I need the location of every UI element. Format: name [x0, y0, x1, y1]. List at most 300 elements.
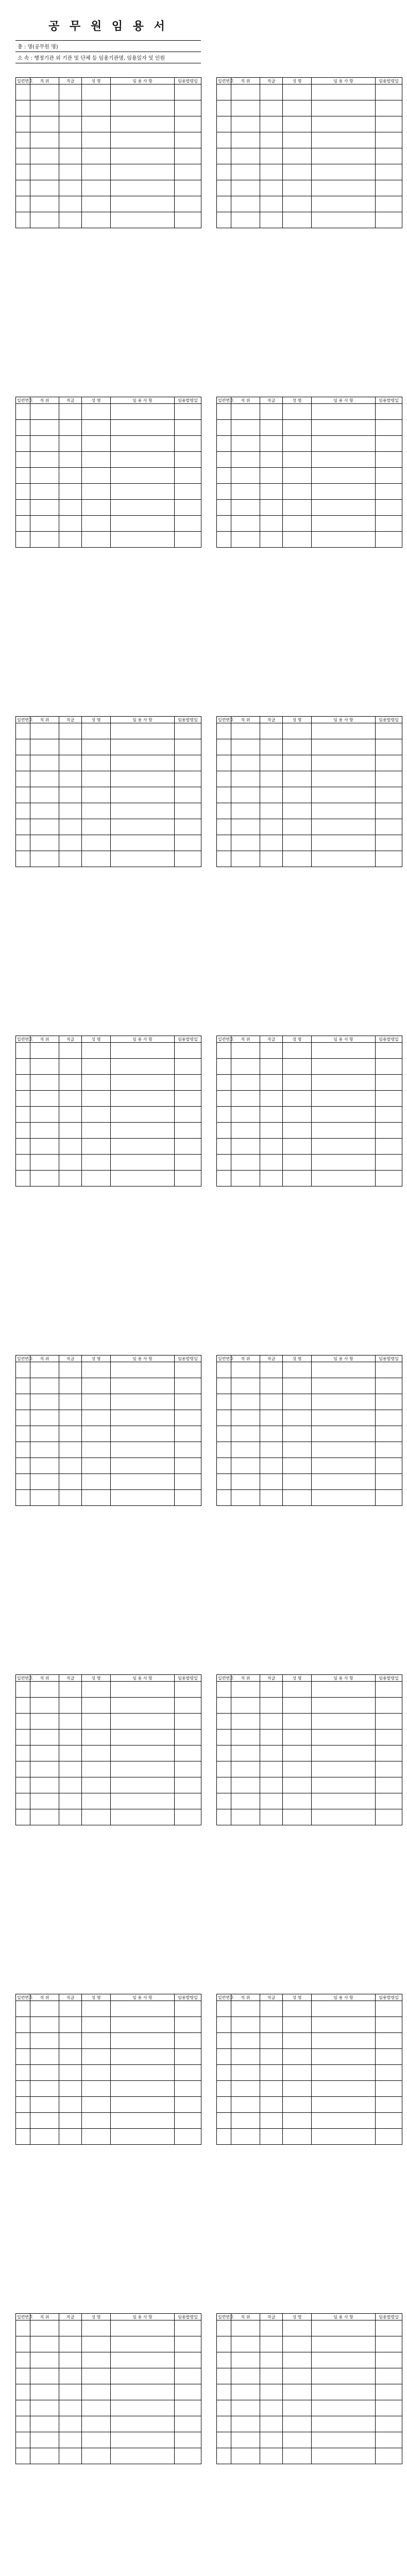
cell-grade — [59, 2017, 82, 2033]
cell-no — [217, 2017, 231, 2033]
cell-position — [30, 1682, 59, 1698]
table-row — [217, 1155, 402, 1171]
cell-detail — [312, 404, 376, 420]
cell-name — [82, 1458, 111, 1474]
table-row — [16, 2368, 201, 2384]
table-block — [15, 716, 201, 867]
cell-date — [175, 436, 201, 452]
cell-name — [283, 2017, 312, 2033]
header-name: 성 명 — [283, 2314, 312, 2320]
cell-name — [82, 404, 111, 420]
cell-date — [376, 2081, 402, 2097]
cell-position — [231, 2081, 260, 2097]
cell-date — [175, 468, 201, 484]
table-row — [16, 2320, 201, 2336]
cell-date — [175, 2129, 201, 2145]
cell-detail — [111, 1426, 175, 1442]
cell-name — [283, 755, 312, 771]
cell-date — [175, 1474, 201, 1490]
cell-detail — [312, 1059, 376, 1075]
cell-detail — [312, 516, 376, 532]
cell-no — [217, 2400, 231, 2416]
cell-no — [16, 420, 30, 436]
cell-name — [283, 2097, 312, 2113]
header-grade: 직급 — [59, 1036, 82, 1043]
cell-no — [217, 1075, 231, 1091]
header-grade: 직급 — [260, 78, 283, 84]
cell-date — [376, 500, 402, 516]
cell-date — [175, 2416, 201, 2432]
cell-date — [175, 1458, 201, 1474]
table-block — [15, 2313, 201, 2464]
cell-position — [30, 452, 59, 468]
cell-date — [175, 1793, 201, 1809]
cell-position — [30, 116, 59, 132]
cell-position — [231, 404, 260, 420]
table-row — [217, 2416, 402, 2432]
header-date: 임용발령일 — [175, 1675, 201, 1682]
header-no: 일련번호 — [217, 1036, 231, 1043]
table-row — [16, 2384, 201, 2400]
cell-grade — [59, 787, 82, 803]
cell-detail — [312, 1394, 376, 1410]
cell-name — [82, 1777, 111, 1793]
cell-date — [175, 851, 201, 867]
cell-detail — [312, 1682, 376, 1698]
header-detail: 임 용 사 항 — [312, 1994, 376, 2001]
table-row — [16, 2001, 201, 2017]
cell-name — [283, 100, 312, 116]
cell-detail — [312, 84, 376, 100]
cell-detail — [111, 1698, 175, 1714]
cell-no — [16, 484, 30, 500]
cell-grade — [59, 1059, 82, 1075]
cell-position — [30, 1809, 59, 1825]
header-name: 성 명 — [283, 78, 312, 84]
table-row — [16, 2400, 201, 2416]
cell-date — [175, 180, 201, 196]
cell-grade — [260, 1458, 283, 1474]
cell-no — [217, 1730, 231, 1745]
cell-name — [283, 420, 312, 436]
cell-date — [376, 436, 402, 452]
cell-detail — [312, 436, 376, 452]
table-row — [217, 1682, 402, 1698]
header-date: 임용발령일 — [175, 2314, 201, 2320]
header-detail: 임 용 사 항 — [111, 1675, 175, 1682]
table-row — [16, 500, 201, 516]
header-date: 임용발령일 — [376, 1675, 402, 1682]
header-position: 직 위 — [231, 1036, 260, 1043]
cell-grade — [59, 1107, 82, 1123]
cell-no — [217, 1043, 231, 1059]
cell-name — [283, 1362, 312, 1378]
cell-grade — [260, 84, 283, 100]
cell-position — [231, 516, 260, 532]
cell-no — [217, 1426, 231, 1442]
cell-date — [376, 1107, 402, 1123]
table-row — [16, 2336, 201, 2352]
cell-detail — [111, 2400, 175, 2416]
cell-name — [82, 819, 111, 835]
table-row — [217, 819, 402, 835]
cell-position — [231, 180, 260, 196]
cell-date — [376, 1793, 402, 1809]
cell-detail — [312, 2001, 376, 2017]
cell-no — [16, 1394, 30, 1410]
appointment-table — [216, 2313, 402, 2464]
cell-no — [217, 2129, 231, 2145]
cell-grade — [59, 2113, 82, 2129]
table-row — [16, 1682, 201, 1698]
cell-grade — [260, 420, 283, 436]
cell-position — [30, 148, 59, 164]
cell-name — [283, 1059, 312, 1075]
cell-name — [82, 1682, 111, 1698]
cell-grade — [260, 1809, 283, 1825]
cell-position — [30, 180, 59, 196]
header-position: 직 위 — [30, 1355, 59, 1362]
cell-no — [16, 1698, 30, 1714]
header-row — [217, 2314, 402, 2320]
table-block — [15, 77, 201, 228]
table-row — [217, 420, 402, 436]
cell-grade — [260, 516, 283, 532]
cell-name — [283, 148, 312, 164]
cell-name — [283, 1091, 312, 1107]
cell-name — [283, 2400, 312, 2416]
cell-position — [231, 755, 260, 771]
header-no: 일련번호 — [217, 2314, 231, 2320]
cell-detail — [111, 84, 175, 100]
cell-date — [175, 755, 201, 771]
cell-grade — [260, 1155, 283, 1171]
cell-date — [175, 1745, 201, 1761]
cell-detail — [111, 116, 175, 132]
appointment-table — [15, 1994, 201, 2145]
cell-date — [376, 1155, 402, 1171]
cell-detail — [111, 1410, 175, 1426]
cell-no — [217, 739, 231, 755]
cell-grade — [260, 1714, 283, 1730]
cell-detail — [111, 1123, 175, 1139]
cell-grade — [260, 1107, 283, 1123]
cell-grade — [59, 1075, 82, 1091]
header-position: 직 위 — [231, 2314, 260, 2320]
cell-position — [231, 100, 260, 116]
cell-name — [283, 2352, 312, 2368]
cell-no — [16, 2368, 30, 2384]
table-row — [16, 1394, 201, 1410]
cell-date — [376, 84, 402, 100]
cell-name — [82, 2001, 111, 2017]
table-row — [217, 835, 402, 851]
cell-no — [16, 771, 30, 787]
cell-detail — [312, 1458, 376, 1474]
cell-date — [376, 516, 402, 532]
cell-name — [82, 436, 111, 452]
cell-date — [175, 1378, 201, 1394]
cell-date — [175, 420, 201, 436]
cell-detail — [111, 1378, 175, 1394]
cell-date — [376, 771, 402, 787]
cell-no — [217, 1777, 231, 1793]
header-grade: 직급 — [59, 397, 82, 404]
cell-date — [376, 484, 402, 500]
table-row — [16, 771, 201, 787]
cell-date — [175, 132, 201, 148]
header-no: 일련번호 — [16, 717, 30, 723]
cell-no — [217, 1378, 231, 1394]
header-row — [217, 717, 402, 723]
cell-date — [376, 2097, 402, 2113]
cell-position — [30, 2097, 59, 2113]
cell-grade — [59, 1458, 82, 1474]
cell-no — [16, 516, 30, 532]
header-row — [16, 78, 201, 84]
cell-no — [217, 116, 231, 132]
cell-date — [376, 1426, 402, 1442]
cell-position — [231, 2097, 260, 2113]
table-block — [15, 397, 201, 548]
table-row — [16, 1059, 201, 1075]
cell-date — [175, 2320, 201, 2336]
cell-detail — [111, 532, 175, 548]
cell-name — [283, 1730, 312, 1745]
cell-grade — [260, 2001, 283, 2017]
cell-no — [217, 1682, 231, 1698]
cell-position — [231, 1698, 260, 1714]
cell-name — [82, 1745, 111, 1761]
header-detail: 임 용 사 항 — [111, 2314, 175, 2320]
header-grade: 직급 — [260, 397, 283, 404]
table-row — [16, 1714, 201, 1730]
cell-grade — [59, 2384, 82, 2400]
cell-no — [217, 1761, 231, 1777]
cell-no — [16, 1107, 30, 1123]
cell-detail — [111, 404, 175, 420]
cell-no — [217, 532, 231, 548]
cell-grade — [260, 2336, 283, 2352]
header-name: 성 명 — [283, 717, 312, 723]
cell-grade — [260, 452, 283, 468]
cell-grade — [260, 1426, 283, 1442]
cell-name — [82, 196, 111, 212]
cell-detail — [312, 116, 376, 132]
cell-no — [217, 1362, 231, 1378]
cell-no — [217, 2416, 231, 2432]
cell-no — [217, 500, 231, 516]
cell-name — [82, 2065, 111, 2081]
cell-grade — [59, 1043, 82, 1059]
cell-grade — [59, 500, 82, 516]
cell-no — [217, 84, 231, 100]
cell-detail — [312, 180, 376, 196]
header-position: 직 위 — [231, 397, 260, 404]
cell-position — [231, 1059, 260, 1075]
cell-detail — [111, 148, 175, 164]
cell-name — [82, 1394, 111, 1410]
cell-detail — [312, 1442, 376, 1458]
header-position: 직 위 — [30, 1994, 59, 2001]
cell-no — [16, 164, 30, 180]
cell-detail — [111, 452, 175, 468]
cell-detail — [312, 2416, 376, 2432]
cell-grade — [260, 2081, 283, 2097]
cell-grade — [260, 1394, 283, 1410]
cell-no — [16, 1474, 30, 1490]
cell-detail — [111, 212, 175, 228]
table-row — [16, 532, 201, 548]
cell-date — [175, 2352, 201, 2368]
header-detail: 임 용 사 항 — [312, 1675, 376, 1682]
cell-date — [175, 1362, 201, 1378]
cell-name — [283, 2384, 312, 2400]
appointment-table — [216, 1355, 402, 1506]
cell-name — [283, 516, 312, 532]
cell-date — [376, 1410, 402, 1426]
table-row — [16, 1745, 201, 1761]
cell-grade — [260, 1362, 283, 1378]
cell-date — [376, 819, 402, 835]
cell-date — [376, 2065, 402, 2081]
cell-date — [175, 1442, 201, 1458]
cell-grade — [59, 1171, 82, 1187]
cell-name — [82, 484, 111, 500]
cell-date — [376, 835, 402, 851]
cell-no — [217, 2113, 231, 2129]
cell-name — [82, 2049, 111, 2065]
cell-detail — [312, 500, 376, 516]
cell-date — [376, 2448, 402, 2464]
header-name: 성 명 — [82, 1355, 111, 1362]
cell-date — [175, 196, 201, 212]
cell-position — [30, 787, 59, 803]
table-row — [217, 1075, 402, 1091]
cell-no — [16, 2049, 30, 2065]
cell-name — [82, 755, 111, 771]
table-row — [16, 116, 201, 132]
table-block — [15, 1674, 201, 1825]
cell-position — [231, 1809, 260, 1825]
cell-no — [16, 2384, 30, 2400]
cell-date — [376, 1091, 402, 1107]
cell-date — [376, 1490, 402, 1506]
cell-name — [283, 180, 312, 196]
table-row — [217, 1426, 402, 1442]
cell-date — [376, 1809, 402, 1825]
cell-position — [231, 148, 260, 164]
cell-no — [16, 1378, 30, 1394]
cell-no — [217, 1458, 231, 1474]
cell-date — [175, 212, 201, 228]
cell-grade — [260, 803, 283, 819]
cell-date — [376, 132, 402, 148]
cell-grade — [59, 1378, 82, 1394]
cell-name — [283, 2129, 312, 2145]
cell-date — [175, 1059, 201, 1075]
cell-name — [82, 1730, 111, 1745]
cell-no — [16, 1490, 30, 1506]
header-position: 직 위 — [30, 1675, 59, 1682]
cell-position — [30, 2400, 59, 2416]
cell-date — [376, 739, 402, 755]
cell-position — [30, 1171, 59, 1187]
table-row — [16, 132, 201, 148]
table-block — [216, 716, 402, 867]
cell-detail — [312, 468, 376, 484]
table-row — [217, 1474, 402, 1490]
cell-detail — [312, 1410, 376, 1426]
cell-no — [16, 1171, 30, 1187]
cell-position — [30, 755, 59, 771]
table-row — [217, 100, 402, 116]
cell-name — [283, 1075, 312, 1091]
cell-grade — [260, 212, 283, 228]
cell-grade — [260, 2113, 283, 2129]
cell-no — [16, 1761, 30, 1777]
cell-name — [283, 1809, 312, 1825]
cell-name — [283, 1793, 312, 1809]
cell-detail — [111, 1777, 175, 1793]
header-no: 일련번호 — [217, 717, 231, 723]
cell-name — [283, 1171, 312, 1187]
cell-date — [376, 1043, 402, 1059]
cell-name — [82, 500, 111, 516]
cell-name — [82, 1714, 111, 1730]
header-row — [217, 1675, 402, 1682]
cell-name — [82, 2081, 111, 2097]
header-name: 성 명 — [82, 1675, 111, 1682]
cell-grade — [59, 1809, 82, 1825]
table-row — [217, 787, 402, 803]
cell-grade — [260, 1490, 283, 1506]
table-row — [217, 2368, 402, 2384]
table-row — [217, 1745, 402, 1761]
table-row — [217, 1714, 402, 1730]
cell-detail — [312, 2448, 376, 2464]
header-name: 성 명 — [283, 1355, 312, 1362]
cell-detail — [312, 2400, 376, 2416]
cell-detail — [312, 164, 376, 180]
cell-no — [217, 1107, 231, 1123]
cell-grade — [59, 2448, 82, 2464]
cell-position — [231, 532, 260, 548]
header-row — [217, 1355, 402, 1362]
header-detail: 임 용 사 항 — [312, 78, 376, 84]
cell-date — [376, 803, 402, 819]
cell-no — [16, 1362, 30, 1378]
cell-detail — [312, 2081, 376, 2097]
table-row — [16, 1474, 201, 1490]
cell-position — [231, 787, 260, 803]
cell-name — [82, 452, 111, 468]
cell-position — [231, 1682, 260, 1698]
cell-grade — [59, 1777, 82, 1793]
cell-grade — [59, 819, 82, 835]
cell-position — [30, 739, 59, 755]
cell-grade — [260, 180, 283, 196]
cell-no — [16, 532, 30, 548]
table-row — [16, 819, 201, 835]
cell-no — [217, 835, 231, 851]
table-row — [217, 851, 402, 867]
cell-grade — [59, 2049, 82, 2065]
cell-no — [217, 2368, 231, 2384]
cell-no — [16, 1123, 30, 1139]
header-name: 성 명 — [82, 1036, 111, 1043]
table-row — [217, 148, 402, 164]
